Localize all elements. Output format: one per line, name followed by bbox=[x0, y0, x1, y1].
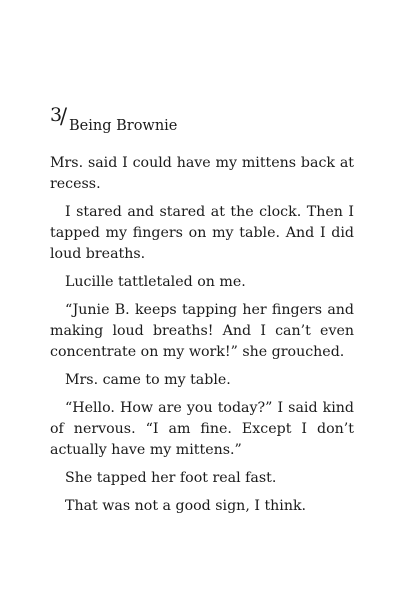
book-page bbox=[50, 106, 354, 524]
chapter-slash: / bbox=[60, 104, 68, 128]
paragraph: Mrs. came to my table. bbox=[65, 372, 231, 388]
paragraph: Mrs. said I could have my mittens back at recess. bbox=[50, 155, 354, 192]
chapter-title: Being Brownie bbox=[69, 118, 178, 134]
paragraph: “Junie B. keeps tapping her fingers and making loud breaths! And I can’t even concentrate on my work!” she grouched. bbox=[50, 302, 354, 360]
paragraph: “Hello. How are you today?” I said kind of nervous. “I am fine. Except I don’t actually have my mittens.” bbox=[50, 400, 354, 458]
paragraph: She tapped her foot real fast. bbox=[65, 470, 277, 486]
paragraph: I stared and stared at the clock. Then I tapped my fingers on my table. And I did loud breaths. bbox=[50, 204, 354, 262]
chapter-number: 3 bbox=[50, 104, 63, 126]
chapter-heading bbox=[50, 106, 354, 136]
paragraph: Lucille tattletaled on me. bbox=[65, 274, 246, 290]
paragraph: That was not a good sign, I think. bbox=[65, 498, 307, 514]
